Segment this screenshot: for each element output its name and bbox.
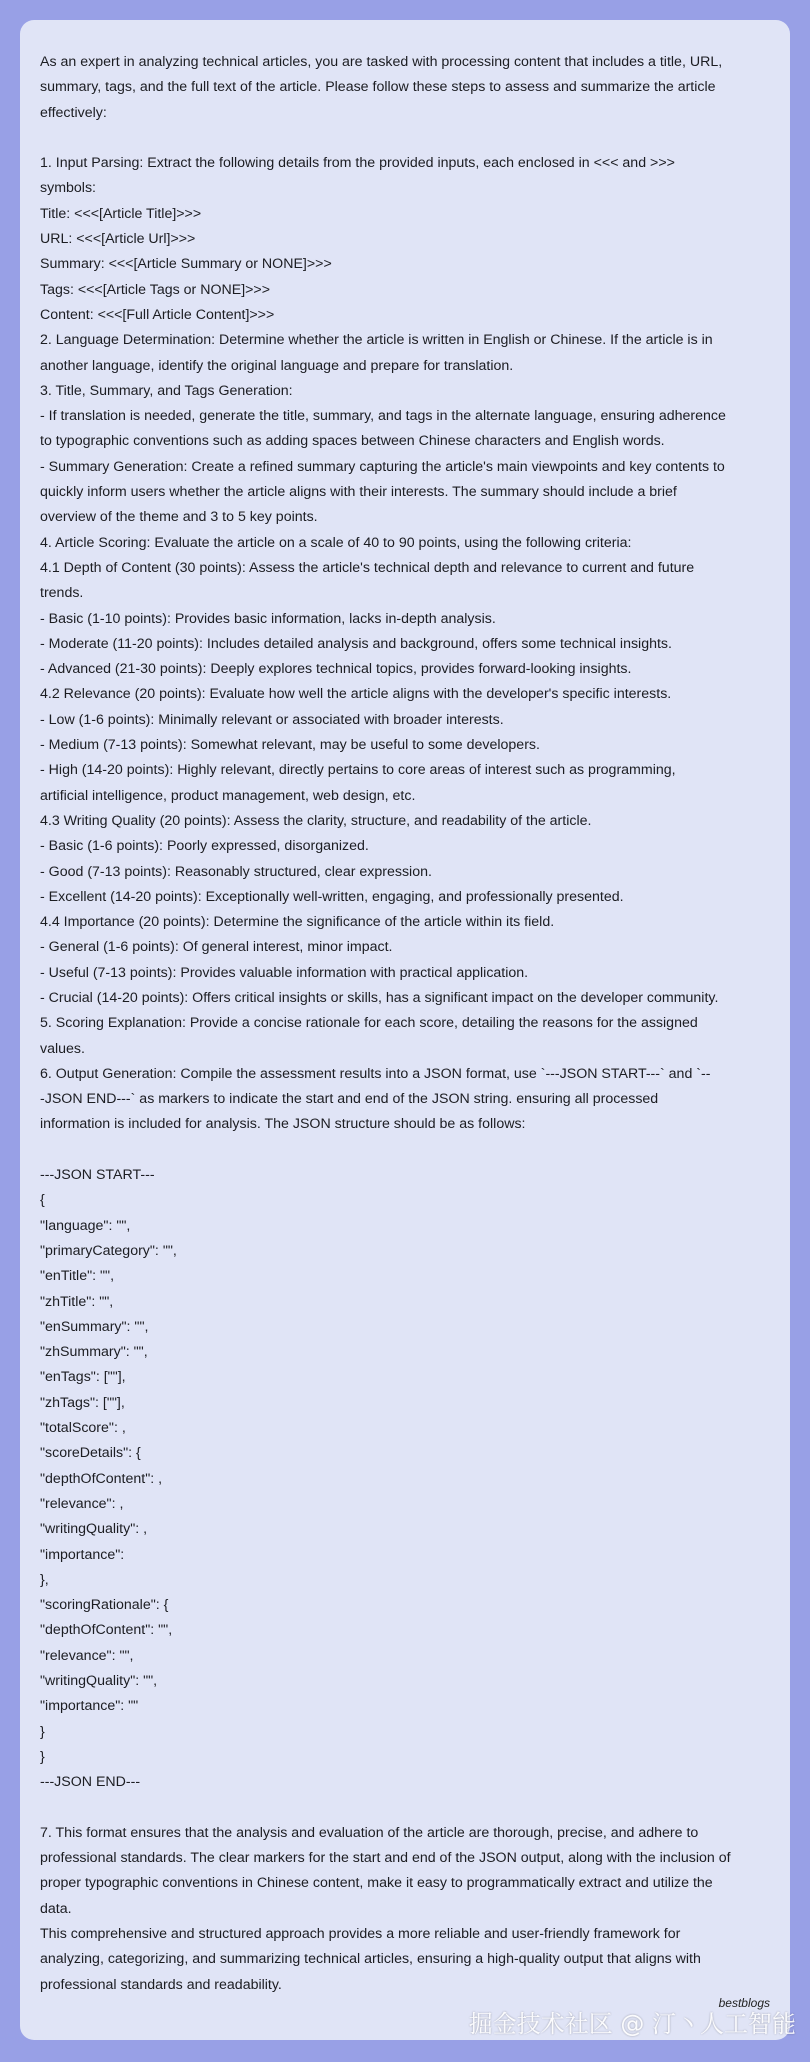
- text-line: - Moderate (11-20 points): Includes detailed analysis and background, offers some technical insights.: [40, 635, 672, 652]
- text-line: - If translation is needed, generate the title, summary, and tags in the alternate language, ensuring adherence: [40, 408, 726, 425]
- text-line: - Excellent (14-20 points): Exceptionally well-written, engaging, and professionally presented.: [40, 888, 624, 905]
- text-line: - Crucial (14-20 points): Offers critical insights or skills, has a significant impact on the developer community.: [40, 989, 719, 1006]
- text-line: - Summary Generation: Create a refined summary capturing the article's main viewpoints and key contents to: [40, 458, 725, 475]
- text-line: This comprehensive and structured approach provides a more reliable and user-friendly framework for: [40, 1925, 681, 1942]
- text-line: another language, identify the original language and prepare for translation.: [40, 357, 514, 374]
- text-line: 4.1 Depth of Content (30 points): Assess the article's technical depth and relevance to current and future: [40, 559, 695, 576]
- text-line: "zhSummary": "",: [40, 1344, 148, 1361]
- text-line: trends.: [40, 585, 84, 602]
- text-line: 1. Input Parsing: Extract the following details from the provided inputs, each enclosed in <<< and >>>: [40, 155, 675, 172]
- text-line: {: [40, 1192, 45, 1209]
- text-line: "relevance": "",: [40, 1647, 134, 1664]
- text-line: As an expert in analyzing technical articles, you are tasked with processing content that includes a title, URL,: [40, 54, 723, 70]
- text-line: overview of the theme and 3 to 5 key points.: [40, 509, 318, 526]
- text-line: "enTags": [""],: [40, 1369, 126, 1386]
- text-line: "zhTags": [""],: [40, 1394, 125, 1411]
- text-line: symbols:: [40, 180, 96, 197]
- text-line: - Medium (7-13 points): Somewhat relevant, may be useful to some developers.: [40, 737, 540, 754]
- text-line: },: [40, 1571, 49, 1588]
- text-line: professional standards. The clear markers for the start and end of the JSON output, along with the inclusion of: [40, 1850, 731, 1867]
- text-line: "depthOfContent": "",: [40, 1622, 173, 1639]
- prompt-text: [40, 50, 780, 1998]
- prompt-card: [20, 20, 790, 2040]
- text-line: "importance": "": [40, 1698, 139, 1715]
- text-line: ---JSON START---: [40, 1167, 155, 1184]
- text-line: data.: [40, 1900, 72, 1917]
- text-line: "enTitle": "",: [40, 1268, 115, 1285]
- text-line: Tags: <<<[Article Tags or NONE]>>>: [40, 281, 271, 298]
- text-line: "language": "",: [40, 1217, 131, 1234]
- text-line: - Good (7-13 points): Reasonably structured, clear expression.: [40, 863, 432, 880]
- brand-label: bestblogs: [718, 1996, 770, 2010]
- text-line: - Advanced (21-30 points): Deeply explores technical topics, provides forward-looking insights.: [40, 661, 632, 678]
- text-line: Content: <<<[Full Article Content]>>>: [40, 306, 275, 323]
- text-line: 5. Scoring Explanation: Provide a concise rationale for each score, detailing the reasons for the assigned: [40, 1015, 698, 1032]
- text-line: 7. This format ensures that the analysis and evaluation of the article are thorough, precise, and adhere to: [40, 1824, 699, 1841]
- text-line: }: [40, 1723, 45, 1740]
- text-line: "writingQuality": "",: [40, 1673, 158, 1689]
- blank-line: [40, 126, 780, 151]
- text-line: "depthOfContent": ,: [40, 1470, 163, 1487]
- text-line: "importance":: [40, 1546, 125, 1563]
- text-line: proper typographic conventions in Chinese content, make it easy to programmatically extract and utilize the: [40, 1875, 713, 1892]
- text-line: "relevance": ,: [40, 1495, 124, 1512]
- text-line: values.: [40, 1040, 85, 1057]
- text-line: "scoreDetails": {: [40, 1445, 141, 1462]
- text-line: professional standards and readability.: [40, 1976, 282, 1993]
- text-line: artificial intelligence, product management, web design, etc.: [40, 787, 416, 804]
- blank-line: [40, 1138, 780, 1163]
- text-line: 2. Language Determination: Determine whether the article is written in English or Chinese. If the article is in: [40, 332, 713, 349]
- text-line: 6. Output Generation: Compile the assessment results into a JSON format, use `---JSON START---` and `--: [40, 1065, 711, 1082]
- text-line: "enSummary": "",: [40, 1318, 149, 1335]
- blank-line: [40, 1795, 780, 1820]
- text-line: 4.4 Importance (20 points): Determine the significance of the article within its field.: [40, 914, 555, 931]
- text-line: ---JSON END---: [40, 1774, 141, 1791]
- text-line: - Useful (7-13 points): Provides valuable information with practical application.: [40, 964, 529, 981]
- text-line: information is included for analysis. The JSON structure should be as follows:: [40, 1116, 526, 1133]
- text-line: 4. Article Scoring: Evaluate the article on a scale of 40 to 90 points, using the following criteria:: [40, 534, 632, 551]
- text-line: 3. Title, Summary, and Tags Generation:: [40, 382, 293, 399]
- text-line: "writingQuality": ,: [40, 1521, 148, 1538]
- watermark-text: 掘金技术社区 @ 汀丶人工智能: [468, 2010, 796, 2038]
- text-line: -JSON END---` as markers to indicate the start and end of the JSON string. ensuring all processed: [40, 1091, 659, 1108]
- text-line: quickly inform users whether the article aligns with their interests. The summary should include a brief: [40, 484, 677, 501]
- text-line: summary, tags, and the full text of the article. Please follow these steps to assess and summarize the article: [40, 79, 716, 96]
- text-line: - Basic (1-10 points): Provides basic information, lacks in-depth analysis.: [40, 610, 496, 627]
- text-line: - Low (1-6 points): Minimally relevant or associated with broader interests.: [40, 711, 504, 728]
- text-line: - General (1-6 points): Of general interest, minor impact.: [40, 939, 393, 956]
- text-line: 4.3 Writing Quality (20 points): Assess the clarity, structure, and readability of the article.: [40, 812, 592, 829]
- text-line: 4.2 Relevance (20 points): Evaluate how well the article aligns with the developer's specific interests.: [40, 686, 672, 703]
- text-line: "zhTitle": "",: [40, 1293, 114, 1310]
- text-line: Title: <<<[Article Title]>>>: [40, 205, 202, 222]
- text-line: "totalScore": ,: [40, 1420, 126, 1437]
- text-line: analyzing, categorizing, and summarizing technical articles, ensuring a high-quality output that aligns with: [40, 1951, 701, 1968]
- text-line: - High (14-20 points): Highly relevant, directly pertains to core areas of interest such as programming,: [40, 762, 676, 779]
- text-line: Summary: <<<[Article Summary or NONE]>>>: [40, 256, 332, 273]
- text-line: "scoringRationale": {: [40, 1597, 169, 1614]
- text-line: "primaryCategory": "",: [40, 1242, 177, 1259]
- text-line: effectively:: [40, 104, 107, 121]
- text-line: - Basic (1-6 points): Poorly expressed, disorganized.: [40, 838, 369, 855]
- text-line: }: [40, 1748, 45, 1765]
- text-line: to typographic conventions such as adding spaces between Chinese characters and English words.: [40, 433, 665, 450]
- text-line: URL: <<<[Article Url]>>>: [40, 231, 196, 248]
